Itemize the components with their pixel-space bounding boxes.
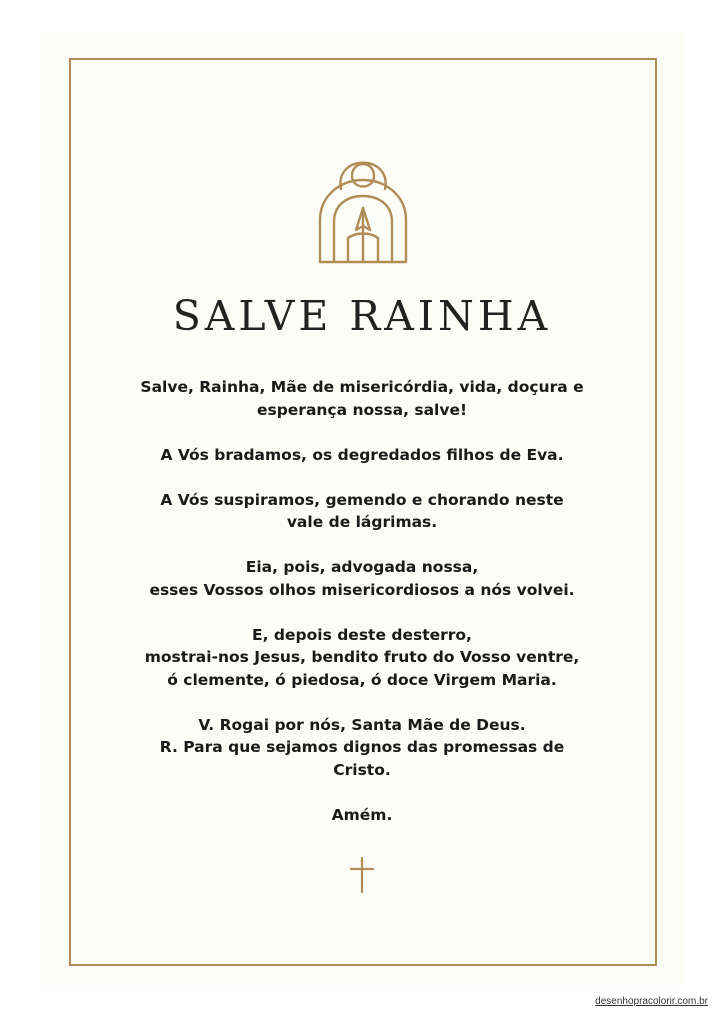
stanza-line: mostrai-nos Jesus, bendito fruto do Vosso ventre, ó clemente, ó piedosa, ó doce Virgem Maria.	[144, 648, 580, 689]
stanza-line: Amém.	[331, 805, 393, 824]
stanza-bradamos	[140, 444, 584, 467]
stanza-versicle	[140, 714, 584, 782]
page-title: SALVE RAINHA	[172, 292, 552, 340]
stanza-line: Eia, pois, advogada nossa,	[245, 558, 479, 576]
stanza-advogada	[140, 556, 584, 601]
stanza-line: E, depois deste desterro,	[252, 625, 472, 644]
prayer-text	[140, 376, 584, 849]
stanza-line: R. Para que sejamos dignos das promessas de Cristo.	[159, 738, 565, 779]
stanza-line: A Vós bradamos, os degredados filhos de Eva.	[160, 445, 564, 464]
stanza-line: V. Rogai por nós, Santa Mãe de Deus.	[198, 715, 526, 734]
stanza-suspiramos	[140, 489, 584, 534]
stanza-line: A Vós suspiramos, gemendo e chorando neste vale de lágrimas.	[160, 490, 564, 531]
stanza-line: Salve, Rainha, Mãe de misericórdia, vida, doçura e esperança nossa, salve!	[140, 378, 584, 419]
virgin-mary-icon	[318, 134, 408, 264]
footer-site-link[interactable]: desenhopracolorir.com.br	[595, 996, 708, 1007]
stanza-salve	[140, 376, 584, 421]
cross-icon	[348, 856, 376, 894]
stanza-desterro	[140, 624, 584, 692]
stanza-line: esses Vossos olhos misericordiosos a nós volvei.	[149, 580, 575, 599]
stanza-amen	[140, 804, 584, 827]
